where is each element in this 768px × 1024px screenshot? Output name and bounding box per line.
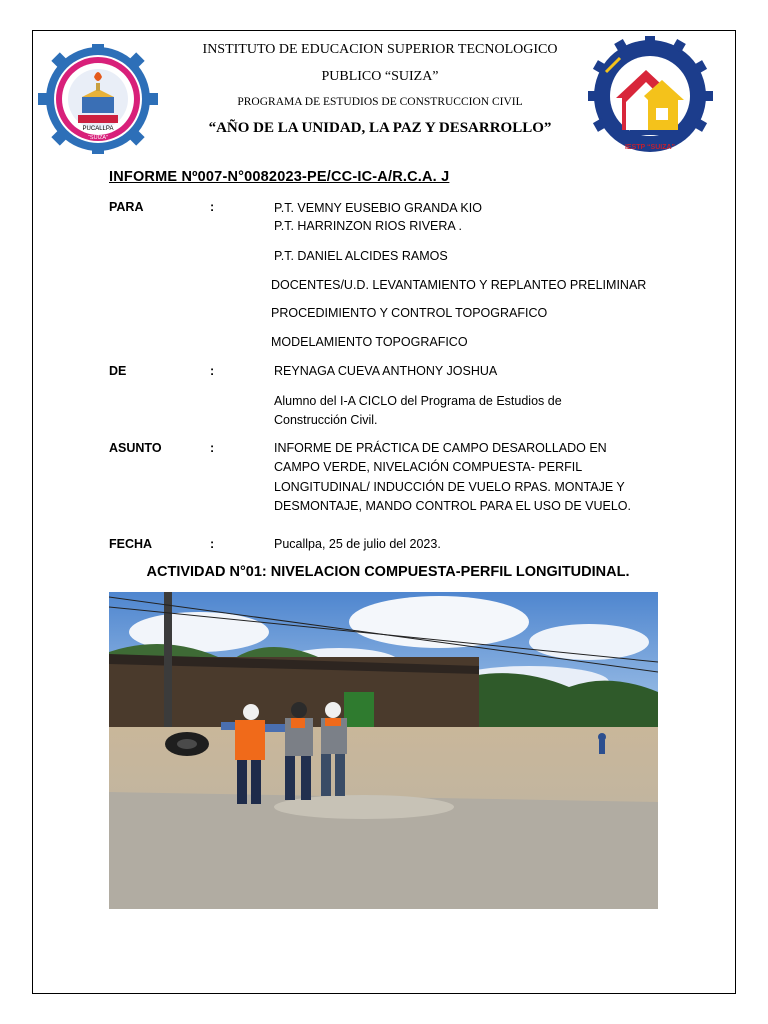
report-title: INFORME Nº007-N°0082023-PE/CC-IC-A/R.C.A. J	[109, 169, 450, 185]
para-recipient-1: P.T. VEMNY EUSEBIO GRANDA KIO	[274, 201, 482, 215]
field-practice-photo	[109, 592, 658, 909]
actividad-title: ACTIVIDAD N°01: NIVELACION COMPUESTA-PERFIL LONGITUDINAL.	[146, 564, 630, 580]
para-label: PARA	[109, 200, 144, 214]
fecha-value: Pucallpa, 25 de julio del 2023.	[274, 537, 441, 551]
asunto-line-4: DESMONTAJE, MANDO CONTROL PARA EL USO DE VUELO.	[274, 499, 632, 513]
fecha-label: FECHA	[109, 537, 153, 551]
de-description-1: Alumno del I-A CICLO del Programa de Estudios de	[274, 394, 562, 408]
para-recipient-2: P.T. HARRINZON RIOS RIVERA .	[274, 219, 463, 233]
asunto-colon: :	[210, 441, 215, 455]
asunto-line-2: CAMPO VERDE, NIVELACIÓN COMPUESTA- PERFIL	[274, 460, 583, 474]
para-colon: :	[210, 200, 215, 214]
svg-text:“SUIZA”: “SUIZA”	[88, 135, 108, 141]
fecha-colon: :	[210, 537, 215, 551]
para-recipient-5: PROCEDIMIENTO Y CONTROL TOPOGRAFICO	[271, 306, 548, 320]
construction-area-logo-icon	[588, 36, 718, 160]
asunto-line-1: INFORME DE PRÁCTICA DE CAMPO DESAROLLADO EN	[274, 441, 607, 455]
de-description-2: Construcción Civil.	[274, 413, 378, 427]
de-label: DE	[109, 364, 127, 378]
de-name: REYNAGA CUEVA ANTHONY JOSHUA	[274, 364, 498, 378]
institute-name-line-2: PUBLICO “SUIZA”	[321, 69, 439, 84]
program-name: PROGRAMA DE ESTUDIOS DE CONSTRUCCION CIVIL	[237, 96, 523, 108]
para-recipient-4: DOCENTES/U.D. LEVANTAMIENTO Y REPLANTEO PRELIMINAR	[271, 278, 647, 292]
asunto-label: ASUNTO	[109, 441, 162, 455]
para-recipient-3: P.T. DANIEL ALCIDES RAMOS	[274, 249, 448, 263]
asunto-line-3: LONGITUDINAL/ INDUCCIÓN DE VUELO RPAS. MONTAJE Y	[274, 480, 625, 494]
para-recipient-6: MODELAMIENTO TOPOGRAFICO	[271, 335, 468, 349]
svg-text:IESTP “SUIZA”: IESTP “SUIZA”	[624, 144, 676, 151]
institute-name-line-1: INSTITUTO DE EDUCACION SUPERIOR TECNOLOGICO	[202, 42, 558, 57]
year-motto: “AÑO DE LA UNIDAD, LA PAZ Y DESARROLLO”	[208, 120, 552, 136]
svg-text:PUCALLPA: PUCALLPA	[82, 126, 114, 132]
de-colon: :	[210, 364, 215, 378]
institute-seal-icon	[32, 44, 164, 154]
